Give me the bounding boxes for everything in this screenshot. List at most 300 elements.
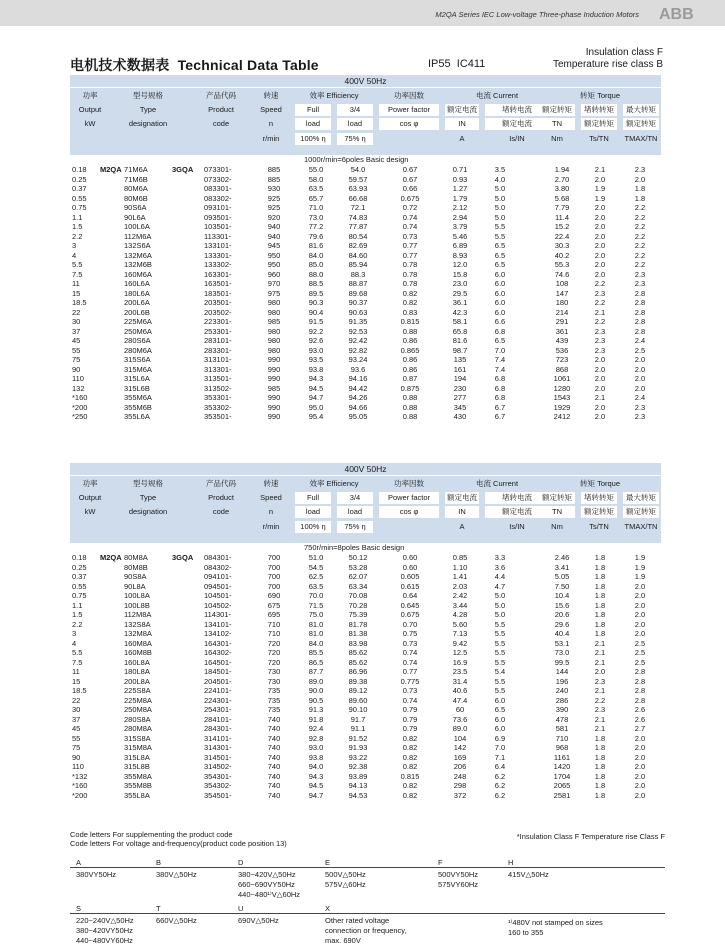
table-cell: 0.37 [72,572,87,581]
table-cell: 203502- [204,307,232,317]
table-cell: 735 [267,695,281,705]
header-cur-unit: A [459,134,465,143]
table-cell: 30.3 [554,241,570,250]
table-cell: 84.0 [308,638,324,648]
table-cell: 2.0 [634,374,646,383]
voltage-band: 400V 50Hz [70,463,661,476]
table-cell: 985 [267,383,281,393]
table-cell: 710 [267,629,281,638]
table-cell: 0.18 [72,553,87,562]
header-speed-n: n [268,507,274,516]
table-cell: 439 [555,336,569,345]
table-cell: 93.24 [348,355,368,364]
table-row [70,213,661,223]
table-cell: 315L6A [124,374,150,383]
table-cell: 89.0 [308,676,324,686]
header-efficiency-label: 效率 Efficiency [309,479,359,488]
table-row [70,715,661,725]
table-row [70,743,661,753]
page-title [70,55,319,75]
table-cell: 110 [72,762,84,771]
table-cell: 3 [72,241,77,250]
design-subheader: 750r/min=8poles Basic design [304,543,405,552]
code-e-2: 575V△60Hz [325,880,366,889]
table-cell: 885 [267,174,281,184]
table-cell: 980 [267,326,281,336]
table-cell: 15 [72,676,81,686]
header-cur-rated-cn: 额定电流 [447,493,477,502]
table-cell: 0.55 [72,581,87,591]
table-cell: 7.5 [72,657,83,667]
table-cell: 184501- [204,667,232,676]
table-cell: 132S6A [124,241,151,250]
table-cell: 286 [555,695,569,705]
table-cell: 79.6 [308,231,324,241]
code-prefix: 3GQA [172,165,194,174]
table-cell: 1061 [553,374,571,383]
table-cell: 720 [267,638,281,648]
table-cell: 5.0 [494,600,506,610]
table-cell: 0.815 [400,317,420,326]
table-cell: 88.5 [308,279,324,288]
table-cell: 15 [72,288,81,298]
table-cell: 224301- [204,695,232,705]
table-cell: 59.57 [348,174,368,184]
table-cell: 2.3 [634,269,646,279]
header-type-en: Type [139,105,157,114]
table-cell: 133101- [204,241,232,250]
header-eff-100: 100% η [300,134,326,143]
table-cell: 1.8 [594,781,606,790]
table-cell: 87.7 [308,667,324,676]
table-cell: 0.60 [402,553,418,562]
table-row [70,165,661,175]
table-cell: 93.8 [308,752,324,762]
table-cell: 0.73 [402,231,418,241]
table-row [70,327,661,337]
table-cell: 1420 [553,762,571,771]
table-cell: 2.3 [594,288,606,298]
table-cell: 2.0 [594,222,606,231]
table-cell: 50.12 [348,553,368,562]
table-cell: 2.2 [594,695,606,705]
table-cell: 84.60 [348,250,368,260]
table-cell: 083302- [204,193,232,203]
table-cell: 62.5 [308,572,324,581]
table-cell: 315L6B [124,383,150,393]
table-cell: 30 [72,317,81,326]
table-cell: 2.0 [634,591,646,600]
table-cell: 88.87 [348,279,368,288]
table-cell: 0.64 [402,591,418,600]
table-cell: 6.5 [494,705,506,714]
table-cell: 2.46 [554,553,570,562]
table-cell: 2.1 [594,714,606,724]
table-cell: 70.28 [348,600,368,610]
table-cell: 93.22 [348,752,368,762]
table-cell: 5.68 [554,193,570,203]
table-cell: 81.6 [452,336,468,345]
table-row [70,317,661,327]
table-cell: 925 [267,203,281,212]
table-cell: 1.8 [594,553,606,562]
table-cell: 2.3 [594,326,606,336]
table-cell: 1.10 [452,562,468,572]
technical-table-6pole [70,75,661,422]
table-cell: 51.0 [308,553,324,562]
table-cell: 62.07 [348,572,368,581]
table-cell: 91.93 [348,743,368,752]
table-cell: 1.8 [594,572,606,581]
header-cur-in: IN [458,119,466,128]
table-cell: 3.5 [494,165,506,174]
header-pf-en: Power factor [387,493,431,502]
table-cell: 0.67 [402,165,418,174]
table-cell: 0.77 [402,667,418,676]
table-cell: 0.18 [72,165,87,174]
table-cell: 11.4 [554,212,570,222]
table-cell: 7.0 [494,345,506,355]
table-cell: 980 [267,307,281,317]
table-row [70,591,661,601]
table-cell: 730 [267,676,281,686]
table-cell: 0.85 [452,553,468,562]
table-cell: 925 [267,193,281,203]
header-tq-tn: TN [552,119,562,128]
table-cell: 1.8 [594,619,606,629]
table-cell: 355M6A [124,393,152,402]
table-cell: 0.25 [72,562,87,572]
table-row [70,620,661,630]
table-cell: 86.96 [348,667,368,676]
abb-logo [657,4,713,22]
table-cell: 132M6B [124,260,152,269]
table-cell: 2.1 [594,638,606,648]
code-x-2: connection or frequency, [325,926,407,935]
table-cell: 112M6A [124,231,152,241]
table-cell: 71M6A [124,165,148,174]
table-cell: *160 [72,393,88,402]
table-cell: 710 [555,733,569,743]
code-letter: B [156,858,162,867]
table-cell: 2.0 [594,412,606,421]
table-cell: 86.5 [308,657,324,667]
table-cell: 11 [72,279,80,288]
header-current-label: 电流 Current [475,479,519,488]
table-cell: 2.1 [594,393,606,402]
table-cell: 2581 [553,790,571,800]
table-cell: 0.71 [452,165,468,174]
table-cell: 675 [267,600,281,610]
table-cell: 1.8 [594,562,606,572]
header-tq-tn: TN [552,507,562,516]
code-letter-s: S [76,904,82,913]
table-row [70,355,661,365]
table-cell: 0.25 [72,174,87,184]
table-cell: 6.8 [494,383,506,393]
series-title: M2QA Series IEC Low-voltage Three-phase Induction Motors [435,10,639,19]
table-cell: 0.75 [72,203,87,212]
table-cell: 0.86 [402,364,418,374]
table-cell: 100L8A [124,591,150,600]
header-cur-unit: A [459,522,465,531]
table-row [70,365,661,375]
insulation-class: Insulation class F [585,47,663,58]
table-cell: 240 [555,686,569,695]
header-code-en: Product [208,105,234,114]
table-cell: 084302- [204,562,232,572]
header-speed-en: Speed [260,493,282,502]
table-cell: 47.4 [452,695,468,705]
table-cell: 75 [72,743,81,752]
table-cell: 314501- [204,752,232,762]
table-cell: 1.8 [634,193,646,203]
table-cell: 2.0 [634,762,646,771]
table-cell: 114301- [204,610,231,619]
table-cell: 5.5 [494,638,506,648]
table-cell: 200L8A [124,676,150,686]
table-cell: 29.5 [452,288,468,298]
header-tq-max-cn: 最大转矩 [626,493,656,502]
header-torque-label: 转矩 Torque [579,91,621,100]
table-cell: 277 [453,393,467,402]
table-cell: 92.8 [308,733,324,743]
table-cell: 203501- [204,298,232,307]
table-cell: 95.4 [308,412,324,421]
table-cell: 3.6 [494,562,506,572]
table-cell: 93.0 [308,743,324,752]
table-cell: 0.87 [402,374,418,383]
voltage-band: 400V 50Hz [70,75,661,88]
header-power-cn: 功率 [82,479,98,488]
table-cell: 80M6A [124,184,148,193]
table-cell: 2.6 [634,705,646,714]
header-code-en: Product [208,493,234,502]
temp-rise-class: Temperature rise class B [552,59,663,70]
table-cell: 5.0 [494,212,506,222]
header-type-designation: designation [128,119,168,128]
table-cell: 91.1 [350,724,366,733]
table-cell: 75.0 [308,610,324,619]
table-cell: 0.82 [402,762,418,771]
table-cell: 90.3 [308,298,324,307]
table-cell: 6.9 [494,733,506,743]
table-cell: 1.8 [594,610,606,619]
code-letter: A [76,858,82,867]
table-cell: 1929 [553,402,571,412]
table-cell: 90 [72,752,81,762]
table-cell: 1.9 [634,572,646,581]
table-row [70,553,661,563]
table-cell: 23.0 [452,279,468,288]
table-cell: 160L6A [124,279,150,288]
table-cell: 53.28 [348,562,368,572]
table-cell: 1.8 [594,762,606,771]
table-cell: 2.2 [634,203,646,212]
table-cell: 2.0 [634,629,646,638]
table-cell: 90.4 [308,307,324,317]
table-cell: 93.89 [348,771,368,781]
table-cell: 980 [267,298,281,307]
table-cell: 2.4 [634,336,646,345]
table-cell: 90L8A [124,581,146,591]
table-row [70,563,661,573]
table-cell: 42.3 [452,307,468,317]
svg-text:ABB: ABB [659,6,694,22]
table-cell: 345 [453,402,467,412]
header-eff-full: Full [306,493,320,502]
table-cell: 2.2 [634,241,646,250]
table-cell: 180L6A [124,288,150,298]
table-cell: 93.8 [308,364,324,374]
table-row [70,791,661,801]
table-cell: 2.3 [594,705,606,714]
table-cell: 40.4 [554,629,570,638]
table-cell: 1543 [553,393,571,402]
table-cell: 100L8B [124,600,150,610]
code-value: 380~420V△50Hz [238,870,296,879]
table-cell: 73.0 [554,648,570,657]
table-cell: 71.0 [308,203,324,212]
table-cell: 740 [267,724,281,733]
table-cell: 73.0 [308,212,324,222]
protection-class [428,58,485,70]
table-cell: 950 [267,260,281,269]
table-row [70,184,661,194]
table-header [70,75,661,155]
table-cell: 2.0 [634,364,646,374]
table-cell: 82.69 [348,241,368,250]
table-cell: 0.82 [402,298,418,307]
table-cell: 355M6B [124,402,152,412]
table-cell: 291 [555,317,569,326]
header-type-cn: 型号规格 [133,91,163,100]
table-cell: 0.615 [400,581,420,591]
table-cell: 283101- [204,336,232,345]
header-pf-en: Power factor [387,105,431,114]
table-cell: 45 [72,336,81,345]
table-cell: 093501- [204,212,232,222]
table-cell: 0.82 [402,288,418,298]
table-cell: 81.38 [348,629,368,638]
table-cell: 54.0 [350,165,366,174]
table-cell: 77.2 [308,222,324,231]
table-row [70,724,661,734]
table-cell: 1.8 [594,771,606,781]
table-cell: 0.865 [400,345,420,355]
table-cell: 990 [267,412,281,421]
table-cell: 253301- [204,326,232,336]
table-row [70,346,661,356]
table-cell: 372 [453,790,467,800]
table-cell: 0.86 [402,336,418,345]
header-tq-max-cn2: 额定转矩 [626,119,656,128]
type-prefix: M2QA [100,165,122,174]
table-cell: 5.0 [494,184,506,193]
table-cell: 74.83 [348,212,368,222]
table-cell: 196 [555,676,569,686]
table-cell: 2.0 [634,733,646,743]
table-cell: 690 [267,591,281,600]
table-cell: 7.1 [494,752,506,762]
header-tq-max-cn2: 额定转矩 [626,507,656,516]
table-cell: 80M6B [124,193,148,203]
table-row [70,781,661,791]
table-cell: 91.3 [308,705,324,714]
table-row [70,222,661,232]
table-cell: 85.94 [348,260,368,269]
table-cell: 55 [72,345,81,355]
table-cell: 0.79 [402,724,418,733]
table-cell: 92.6 [308,336,324,345]
table-cell: 390 [555,705,569,714]
table-cell: 6.7 [494,402,506,412]
table-cell: 0.82 [402,790,418,800]
header-tq-max-cn: 最大转矩 [626,105,656,114]
table-cell: 2.2 [72,619,83,629]
table-cell: 2.8 [634,686,646,695]
header-eff-75: 75% η [344,522,366,531]
table-cell: 85.62 [348,648,368,657]
table-cell: 0.675 [400,193,420,203]
table-row [70,648,661,658]
table-cell: 2.2 [634,260,646,269]
table-cell: 180 [555,298,569,307]
table-cell: 74.6 [554,269,570,279]
code-prefix: 3GQA [172,553,194,562]
table-cell: 132M6A [124,250,152,260]
table-cell: 81.0 [308,619,324,629]
table-row [70,696,661,706]
table-cell: 194 [453,374,467,383]
header-type-en: Type [139,493,157,502]
table-cell: *250 [72,412,88,421]
table-cell: 1.94 [554,165,570,174]
table-cell: 990 [267,402,281,412]
footnote-480v-1: ¹⁾480V not stamped on sizes [508,918,603,927]
table-cell: 0.74 [402,212,418,222]
table-cell: 930 [267,184,281,193]
table-row [70,582,661,592]
table-cell: 73.6 [452,714,468,724]
table-cell: 2.8 [634,298,646,307]
table-cell: 89.38 [348,676,368,686]
table-row [70,686,661,696]
table-cell: 40.2 [554,250,570,260]
table-cell: 980 [267,336,281,345]
table-cell: 0.74 [402,657,418,667]
table-cell: 2.3 [634,402,646,412]
header-tq-rated-cn: 额定转矩 [542,105,572,114]
table-cell: 5.5 [72,648,83,657]
header-efficiency-label: 效率 Efficiency [309,91,359,100]
table-cell: 478 [555,714,569,724]
table-cell: 355M8B [124,781,152,790]
table-cell: 23.5 [452,667,468,676]
header-eff-34: 3/4 [349,105,361,114]
table-cell: 80.54 [348,231,368,241]
table-cell: 2.2 [594,298,606,307]
header-cur-ratio: Is/IN [509,522,525,531]
table-cell: 88.0 [308,269,324,279]
table-cell: 5.5 [494,231,506,241]
table-cell: 985 [267,317,281,326]
table-cell: 100L6A [124,222,150,231]
table-cell: 0.72 [402,203,418,212]
table-cell: 90.63 [348,307,368,317]
table-cell: 0.75 [402,629,418,638]
table-cell: 91.5 [308,317,324,326]
